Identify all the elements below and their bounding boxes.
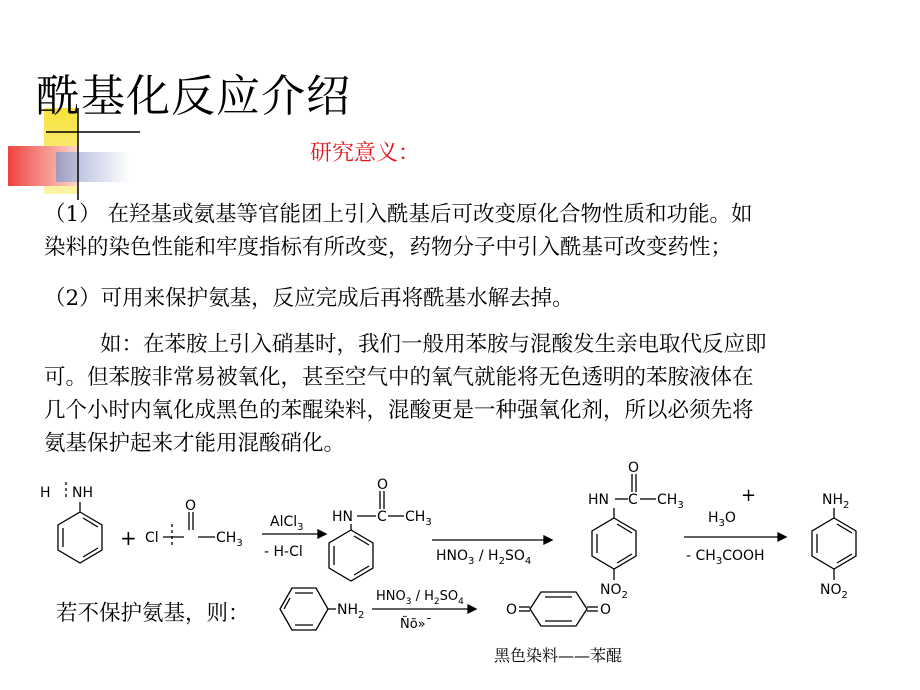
- aniline-ring: [58, 512, 102, 563]
- aniline-h-label: H: [40, 485, 51, 501]
- step3-remove-acetic: - $CH_3COOH$: [686, 548, 765, 567]
- side-garbled-label: Ñõ»¯: [400, 617, 433, 632]
- paragraph-2: （2）可用来保护氨基，反应完成后再将酰基水解去掉。: [44, 286, 574, 311]
- paragraph-3-line-2: 可。但苯胺非常易被氧化，甚至空气中的氧气就能将无色透明的苯胺液体在: [44, 365, 754, 390]
- step1-reagent-hcl: - H-Cl: [264, 544, 303, 560]
- step1-reagent-alcl3: AlCl$_3$: [270, 514, 304, 533]
- acyl-cl-label: Cl: [145, 530, 159, 546]
- amide-ch3-label: $CH_3$: [405, 509, 432, 528]
- nitro-o-label: O: [628, 460, 640, 476]
- arrow-2-head: [544, 536, 552, 544]
- product-double-bond: [837, 524, 852, 533]
- reaction-scheme: [0, 460, 920, 660]
- nitro-c-label: C: [628, 492, 638, 508]
- black-dye-label: 黑色染料——苯醌: [494, 646, 623, 665]
- paragraph-3-line-4: 氨基保护起来才能用混酸硝化。: [44, 431, 346, 456]
- step3-plus: +: [741, 485, 757, 506]
- aniline-nh-label: NH: [72, 485, 93, 501]
- nitro-double-bond: [617, 554, 632, 563]
- quinone-o-right: O: [600, 602, 612, 618]
- acyl-ch3-label: $CH_3$: [216, 530, 243, 549]
- arrow-1-head: [318, 530, 326, 538]
- amide-double-bond: [354, 566, 369, 575]
- aniline-double-bond: [83, 548, 98, 557]
- aniline-double-bond: [83, 518, 98, 527]
- arrow-3-head: [778, 533, 786, 541]
- nitro-double-bond: [617, 524, 632, 533]
- amide-c-label: C: [377, 509, 387, 525]
- side-arrow-head: [468, 605, 476, 613]
- product-double-bond: [837, 554, 852, 563]
- side-nh2-label: $NH_2$: [337, 602, 365, 621]
- blue-block: [56, 152, 130, 182]
- paragraph-3-line-3: 几个小时内氧化成黑色的苯醌染料，混酸更是一种强氧化剂，所以必须先将: [44, 398, 754, 423]
- step3-h3o: $H_3O$: [708, 510, 736, 529]
- subtitle: 研究意义：: [310, 141, 421, 166]
- nitro-hn-label: HN: [588, 492, 609, 508]
- product-ring: [812, 518, 856, 569]
- paragraph-3-line-1: 如：在苯胺上引入硝基时，我们一般用苯胺与混酸发生亲电取代反应即: [100, 332, 767, 357]
- no-protection-label: 若不保护氨基，则：: [56, 601, 250, 626]
- side-aniline-ring: [280, 588, 328, 630]
- acyl-o-label: O: [185, 498, 197, 514]
- nitro-no2-label: $NO_2$: [600, 582, 628, 601]
- amide-double-bond: [354, 536, 369, 545]
- product-no2-label: $NO_2$: [820, 582, 848, 601]
- plus-sign: +: [120, 526, 137, 550]
- amide-hn-label: HN: [332, 509, 353, 525]
- side-reagent: $HNO_3 / H_2SO_4$: [376, 589, 464, 607]
- nitro-amide-ring: [592, 518, 636, 569]
- quinone-o-left: O: [506, 602, 518, 618]
- slide-title: 酰基化反应介绍: [36, 71, 351, 122]
- paragraph-1-line-1: （1） 在羟基或氨基等官能团上引入酰基后可改变原化合物性质和功能。如: [44, 202, 753, 227]
- nitro-ch3-label: $CH_3$: [657, 492, 684, 511]
- step2-reagent: $HNO_3 / H_2SO_4$: [436, 548, 532, 567]
- amide-o-label: O: [377, 477, 389, 493]
- paragraph-1-line-2: 染料的染色性能和牢度指标有所改变，药物分子中引入酰基可改变药性；: [44, 235, 733, 260]
- product-nh2-label: $NH_2$: [822, 492, 850, 511]
- amide-ring: [329, 530, 373, 581]
